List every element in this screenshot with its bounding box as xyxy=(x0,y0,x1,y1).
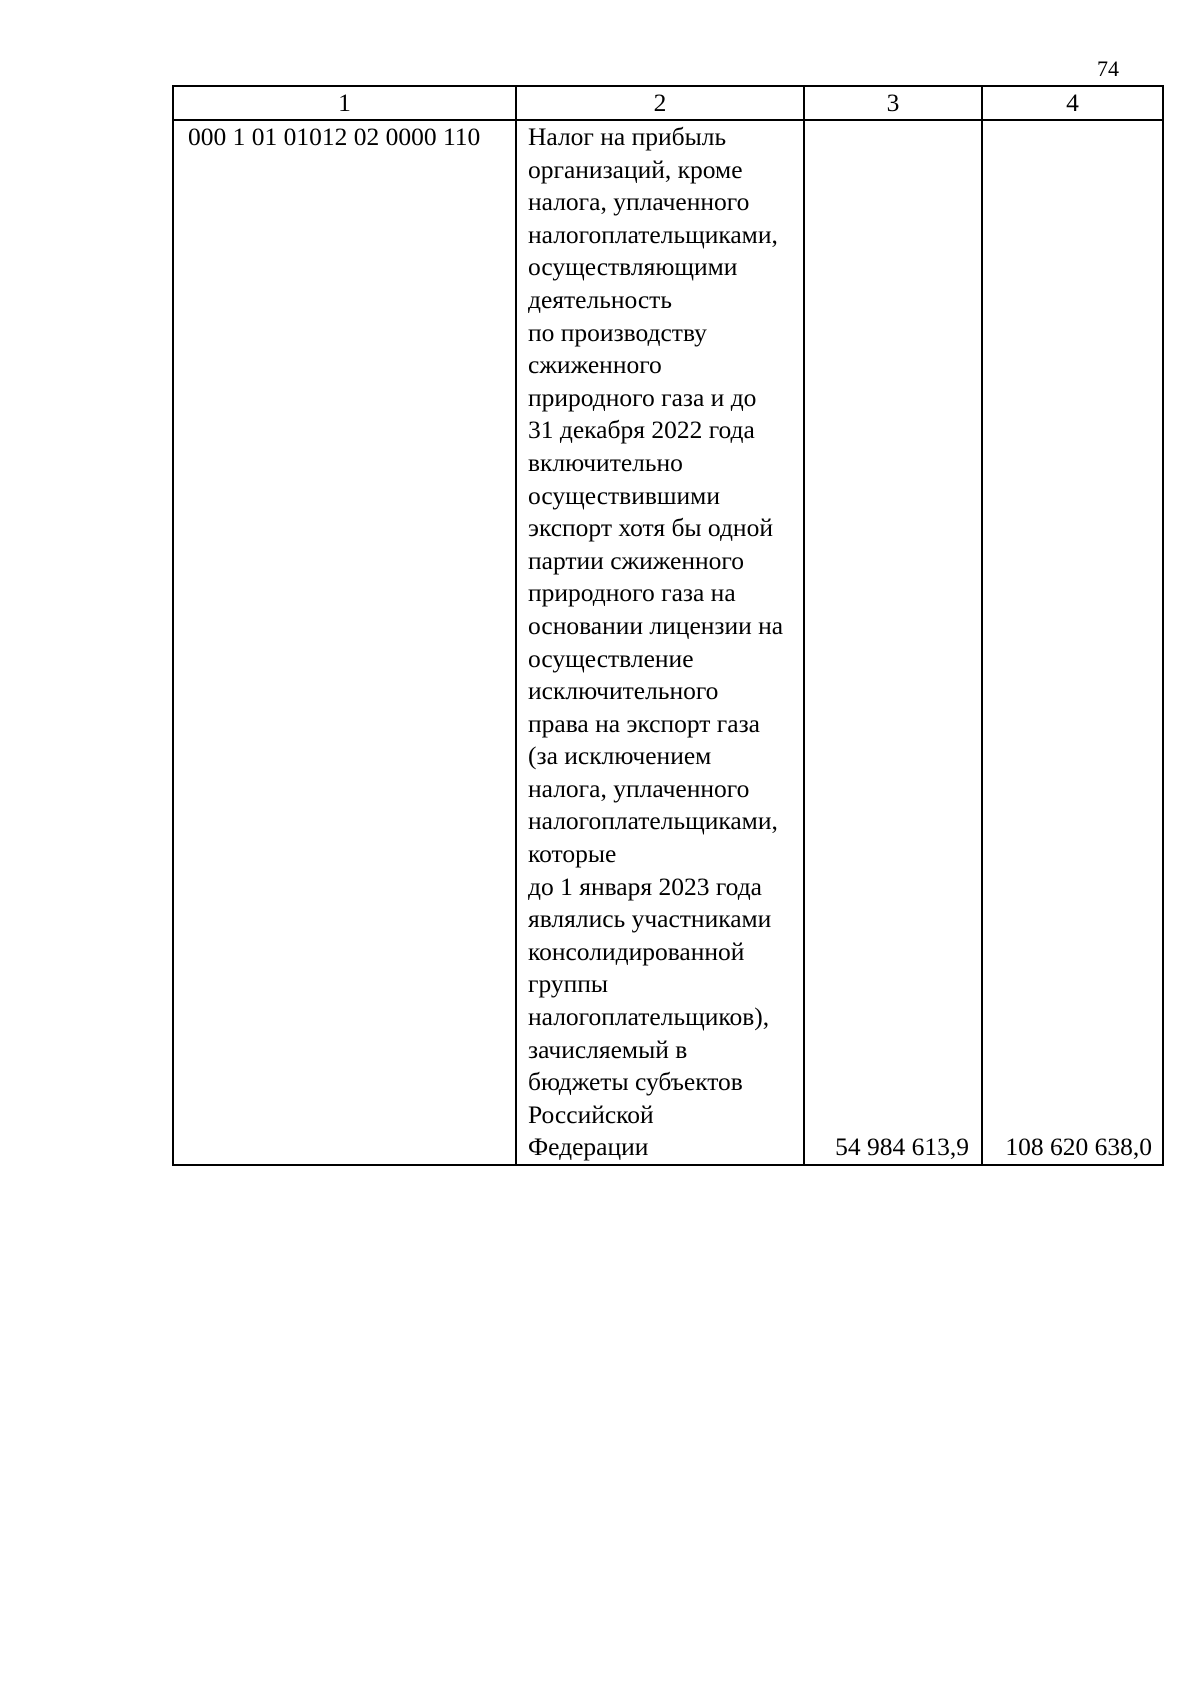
revenue-name-line: Налог на прибыль xyxy=(528,122,727,151)
revenue-name-line: которые xyxy=(528,839,617,869)
revenue-name-line: Российской xyxy=(528,1099,654,1129)
revenue-name-line: группы xyxy=(528,969,609,999)
budget-revenue-table xyxy=(172,85,1164,1166)
revenue-name-line: природного газа и до xyxy=(528,382,757,412)
revenue-name-line: Федерации xyxy=(528,1132,649,1162)
revenue-name-line: 31 декабря 2022 года xyxy=(528,415,755,445)
revenue-name-line: партии сжиженного xyxy=(528,545,744,575)
budget-classification-code: 000 1 01 01012 02 0000 110 xyxy=(173,120,516,1165)
revenue-name-line: осуществляющими xyxy=(528,252,738,282)
revenue-name-line: налога, уплаченного xyxy=(528,773,750,803)
page-number: 74 xyxy=(1097,56,1119,81)
revenue-name-line: осуществившими xyxy=(528,480,720,510)
revenue-name-line: являлись участниками xyxy=(528,904,772,934)
revenue-name-line: деятельность xyxy=(528,284,672,314)
revenue-name-line: бюджеты субъектов xyxy=(528,1067,743,1097)
amount-column-3: 54 984 613,9 xyxy=(804,120,982,1165)
revenue-name-line: по производству xyxy=(528,317,707,347)
revenue-name-line: налогоплательщиками, xyxy=(528,806,778,836)
table-row xyxy=(173,120,1163,1165)
revenue-name-line: (за исключением xyxy=(528,741,712,771)
revenue-name-line: включительно xyxy=(528,447,683,477)
revenue-name-line: права на экспорт газа xyxy=(528,708,760,738)
column-header-4: 4 xyxy=(982,86,1163,120)
column-header-3: 3 xyxy=(804,86,982,120)
revenue-name-line: природного газа на xyxy=(528,578,736,608)
revenue-name-line: организаций, кроме xyxy=(528,154,743,184)
revenue-name-line: основании лицензии на xyxy=(528,610,784,640)
revenue-name-line: консолидированной xyxy=(528,936,745,966)
revenue-name-cell xyxy=(516,120,804,1165)
amount-column-4: 108 620 638,0 xyxy=(982,120,1163,1165)
column-number-header-row xyxy=(173,86,1163,120)
column-header-1: 1 xyxy=(173,86,516,120)
revenue-name-line: исключительного xyxy=(528,676,719,706)
revenue-name-line: налога, уплаченного xyxy=(528,187,750,217)
revenue-name-line: налогоплательщиков), xyxy=(528,1002,770,1032)
revenue-name-line: до 1 января 2023 года xyxy=(528,871,762,901)
revenue-name-line: зачисляемый в xyxy=(528,1034,688,1064)
column-header-2: 2 xyxy=(516,86,804,120)
revenue-name-line: экспорт хотя бы одной xyxy=(528,513,773,543)
revenue-name-line: сжиженного xyxy=(528,350,662,380)
revenue-name-line: налогоплательщиками, xyxy=(528,219,778,249)
revenue-name-line: осуществление xyxy=(528,643,694,673)
